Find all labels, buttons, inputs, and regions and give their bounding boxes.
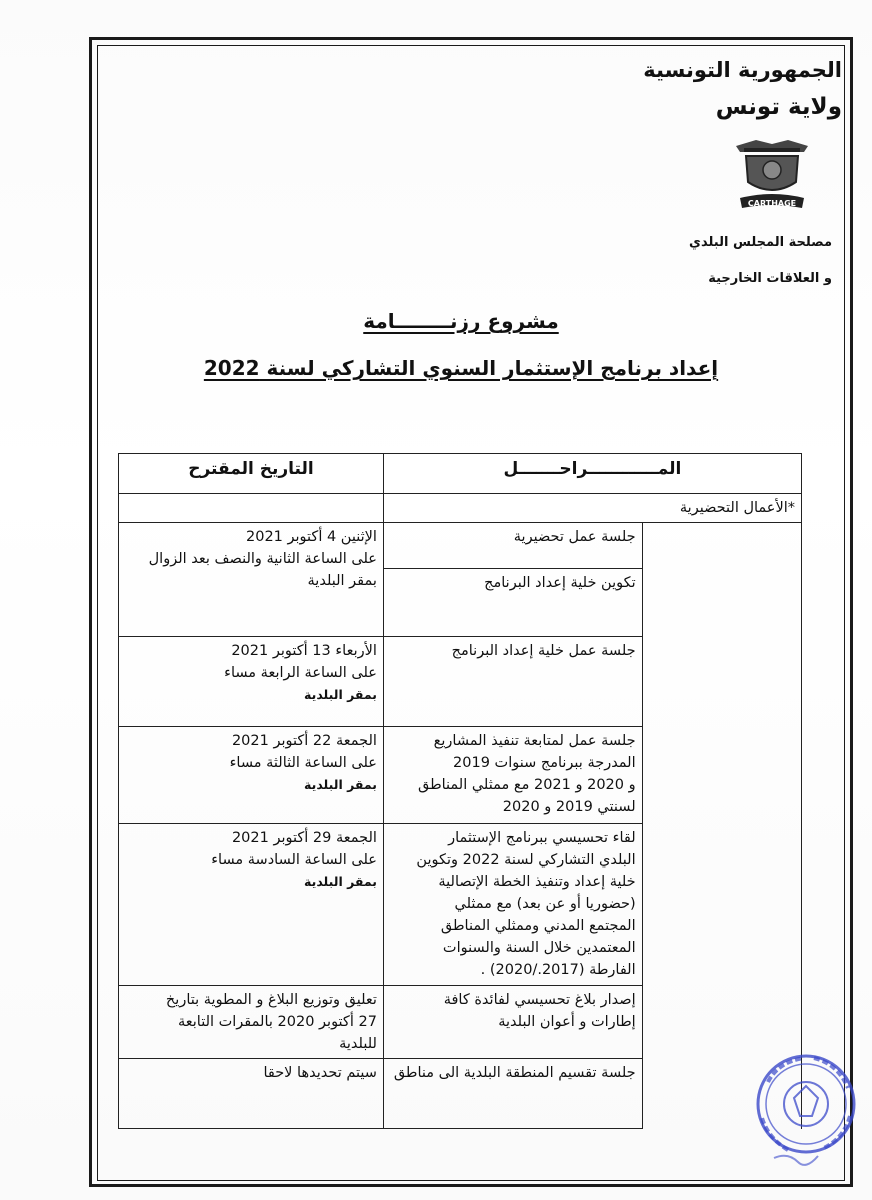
- stage-line: الفارطة (2017./2020) .: [480, 962, 636, 978]
- section-empty-cell: [119, 494, 384, 523]
- stage-text: تكوين خلية إعداد البرنامج: [484, 575, 636, 591]
- time-text: على الساعة السادسة مساء: [211, 852, 377, 868]
- blank-column: [642, 523, 801, 1129]
- date-text: الإثنين 4 أكتوبر 2021: [246, 529, 377, 545]
- stage-line: و 2020 و 2021 مع ممثلي المناطق: [417, 777, 636, 793]
- stage-cell: [383, 727, 642, 824]
- section-title: *الأعمال التحضيرية: [383, 494, 801, 523]
- date-text: الأربعاء 13 أكتوبر 2021: [231, 643, 377, 659]
- stage-line: خلية إعداد وتنفيذ الخطة الإتصالية: [438, 874, 636, 890]
- document-subtitle-text: إعداد برنامج الإستثمار السنوي التشاركي لسنة 2022: [203, 356, 719, 380]
- header-date: التاريخ المقترح: [119, 454, 384, 494]
- place-text: بمقر البلدية: [307, 573, 377, 589]
- stage-line: لقاء تحسيسي ببرنامج الإستثمار: [448, 830, 636, 846]
- date-line: للبلدية: [339, 1036, 377, 1052]
- date-cell: [119, 986, 384, 1059]
- date-cell: [119, 727, 384, 824]
- stage-line: المجتمع المدني وممثلي المناطق: [440, 918, 636, 934]
- stage-cell: [383, 824, 642, 986]
- date-cell: [119, 824, 384, 986]
- date-text: الجمعة 29 أكتوبر 2021: [231, 830, 377, 846]
- table-header-row: [119, 454, 802, 494]
- stage-cell: [383, 569, 642, 637]
- header-stages: المــــــــــــراحـــــــل: [383, 454, 801, 494]
- department-council: مصلحة المجلس البلدي: [689, 235, 832, 250]
- place-text: بمقر البلدية: [304, 874, 377, 889]
- date-cell: [119, 1059, 384, 1129]
- document-subtitle: [0, 356, 872, 380]
- stage-line: لسنتي 2019 و 2020: [502, 799, 636, 815]
- table-row: [119, 523, 802, 569]
- header-governorate: ولاية تونس: [715, 94, 842, 120]
- place-text: بمقر البلدية: [304, 777, 377, 792]
- stage-text: جلسة تقسيم المنطقة البلدية الى مناطق: [393, 1065, 636, 1081]
- time-text: على الساعة الرابعة مساء: [224, 665, 377, 681]
- stage-cell: [383, 1059, 642, 1129]
- stage-line: (حضوريا أو عن بعد) مع ممثلي: [454, 896, 636, 912]
- stage-line: المعتمدين خلال السنة والسنوات: [442, 940, 636, 956]
- stage-line: إصدار بلاغ تحسيسي لفائدة كافة: [443, 992, 636, 1008]
- header-republic: الجمهورية التونسية: [643, 58, 842, 82]
- stage-cell: [383, 523, 642, 569]
- carthage-logo-icon: [726, 136, 818, 214]
- stage-line: إطارات و أعوان البلدية: [498, 1014, 636, 1030]
- stage-line: جلسة عمل لمتابعة تنفيذ المشاريع: [433, 733, 636, 749]
- place-text: بمقر البلدية: [304, 687, 377, 702]
- section-row: [119, 494, 802, 523]
- document-title: [0, 309, 872, 333]
- date-text: الجمعة 22 أكتوبر 2021: [231, 733, 377, 749]
- stage-text: جلسة عمل تحضيرية: [513, 529, 636, 545]
- logo-text: CARTHAGE: [747, 199, 797, 208]
- time-text: على الساعة الثانية والنصف بعد الزوال: [148, 551, 377, 567]
- date-line: تعليق وتوزيع البلاغ و المطوية بتاريخ: [165, 992, 377, 1008]
- time-text: على الساعة الثالثة مساء: [229, 755, 377, 771]
- stage-line: المدرجة ببرنامج سنوات 2019: [453, 755, 636, 771]
- date-cell: [119, 637, 384, 727]
- stage-cell: [383, 986, 642, 1059]
- date-cell: [119, 523, 384, 637]
- document-title-text: مشروع رزنــــــــامة: [363, 309, 559, 333]
- stage-line: البلدي التشاركي لسنة 2022 وتكوين: [416, 852, 636, 868]
- official-stamp-icon: [748, 1046, 858, 1172]
- department-relations: و العلاقات الخارجية: [708, 271, 832, 286]
- stage-cell: [383, 637, 642, 727]
- date-text: سيتم تحديدها لاحقا: [263, 1065, 377, 1081]
- stage-text: جلسة عمل خلية إعداد البرنامج: [451, 643, 636, 659]
- schedule-table: [118, 453, 802, 1129]
- date-line: 27 أكتوبر 2020 بالمقرات التابعة: [177, 1014, 377, 1030]
